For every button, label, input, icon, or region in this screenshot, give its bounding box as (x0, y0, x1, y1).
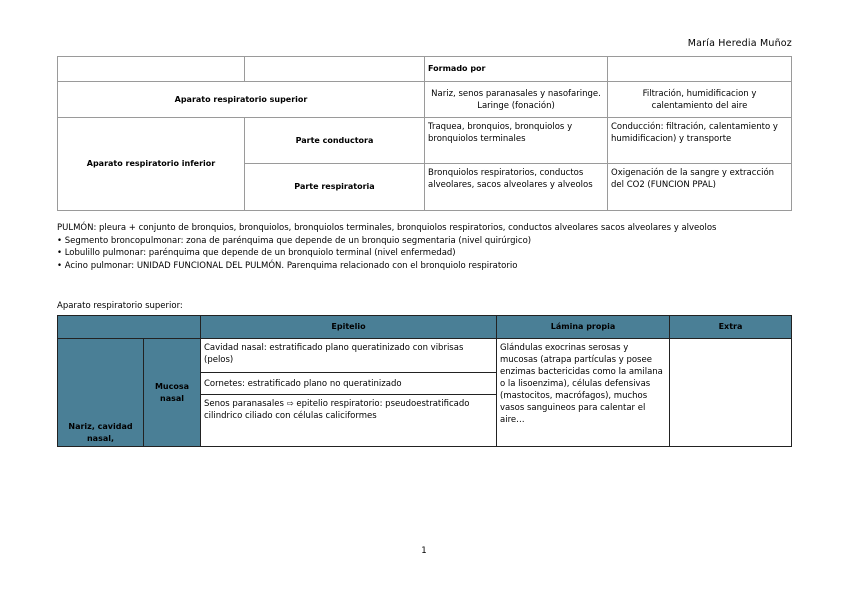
pulmon-bullet: • Acino pulmonar: UNIDAD FUNCIONAL DEL PULMÓN. Parenquima relacionado con el bronquiolo respiratorio (57, 260, 518, 271)
sup-funcion: Filtración, humidificacion y calentamiento del aire (608, 82, 792, 118)
epitelio-cell: Senos paranasales ⇨ epitelio respiratorio: pseudoestratificado cilindrico ciliado con células caliciformes (201, 395, 497, 447)
subregion-label: Mucosa nasal (144, 339, 201, 447)
page-number: 1 (421, 546, 427, 556)
region-label: Nariz, cavidad nasal, (58, 339, 144, 447)
lamina-cell: Glándulas exocrinas serosas y mucosas (atrapa partículas y posee enzimas bactericidas como la amilana o la lisoenzima), células defensivas (mastocitos, macrófagos), muchos vasos sanguineos para calentar el aire… (497, 339, 670, 447)
empty-header-cell (608, 57, 792, 82)
epitelio-cell: Cavidad nasal: estratificado plano queratinizado con vibrisas (pelos) (201, 339, 497, 373)
lamina-header: Lámina propia (497, 316, 670, 339)
pulmon-definition: PULMÓN: pleura + conjunto de bronquios, bronquiolos, bronquiolos terminales, bronquiolos respiratorios, conductos alveolares sacos alveolares y alveolos (57, 223, 717, 233)
epitelio-header: Epitelio (201, 316, 497, 339)
extra-header: Extra (670, 316, 792, 339)
extra-cell (670, 339, 792, 447)
sup-formado: Nariz, senos paranasales y nasofaringe. Laringe (fonación) (425, 82, 608, 118)
part-funcion: Conducción: filtración, calentamiento y humidificacion) y transporte (608, 118, 792, 164)
part-formado: Bronquiolos respiratorios, conductos alveolares, sacos alveolares y alveolos (425, 164, 608, 211)
section-title: Aparato respiratorio superior: (57, 301, 183, 311)
empty-header-cell (58, 57, 245, 82)
sup-label: Aparato respiratorio superior (58, 82, 425, 118)
part-label: Parte conductora (245, 118, 425, 164)
part-funcion: Oxigenación de la sangre y extracción del CO2 (FUNCION PPAL) (608, 164, 792, 211)
formado-por-header: Formado por (425, 57, 608, 82)
inf-label: Aparato respiratorio inferior (58, 118, 245, 211)
upper-tract-table (57, 315, 792, 447)
empty-header-cell (58, 316, 201, 339)
pulmon-bullet: • Lobulillo pulmonar: parénquima que depende de un bronquiolo terminal (nivel enfermedad) (57, 248, 456, 259)
pulmon-section (57, 222, 795, 272)
respiratory-system-table (57, 56, 792, 211)
epitelio-cell: Cornetes: estratificado plano no queratinizado (201, 373, 497, 395)
pulmon-bullet: • Segmento broncopulmonar: zona de parénquima que depende de un bronquio segmentaria (nivel quirúrgico) (57, 235, 532, 246)
empty-header-cell (245, 57, 425, 82)
part-formado: Traquea, bronquios, bronquiolos y bronquiolos terminales (425, 118, 608, 164)
part-label: Parte respiratoria (245, 164, 425, 211)
author-name: María Heredia Muñoz (687, 38, 792, 49)
